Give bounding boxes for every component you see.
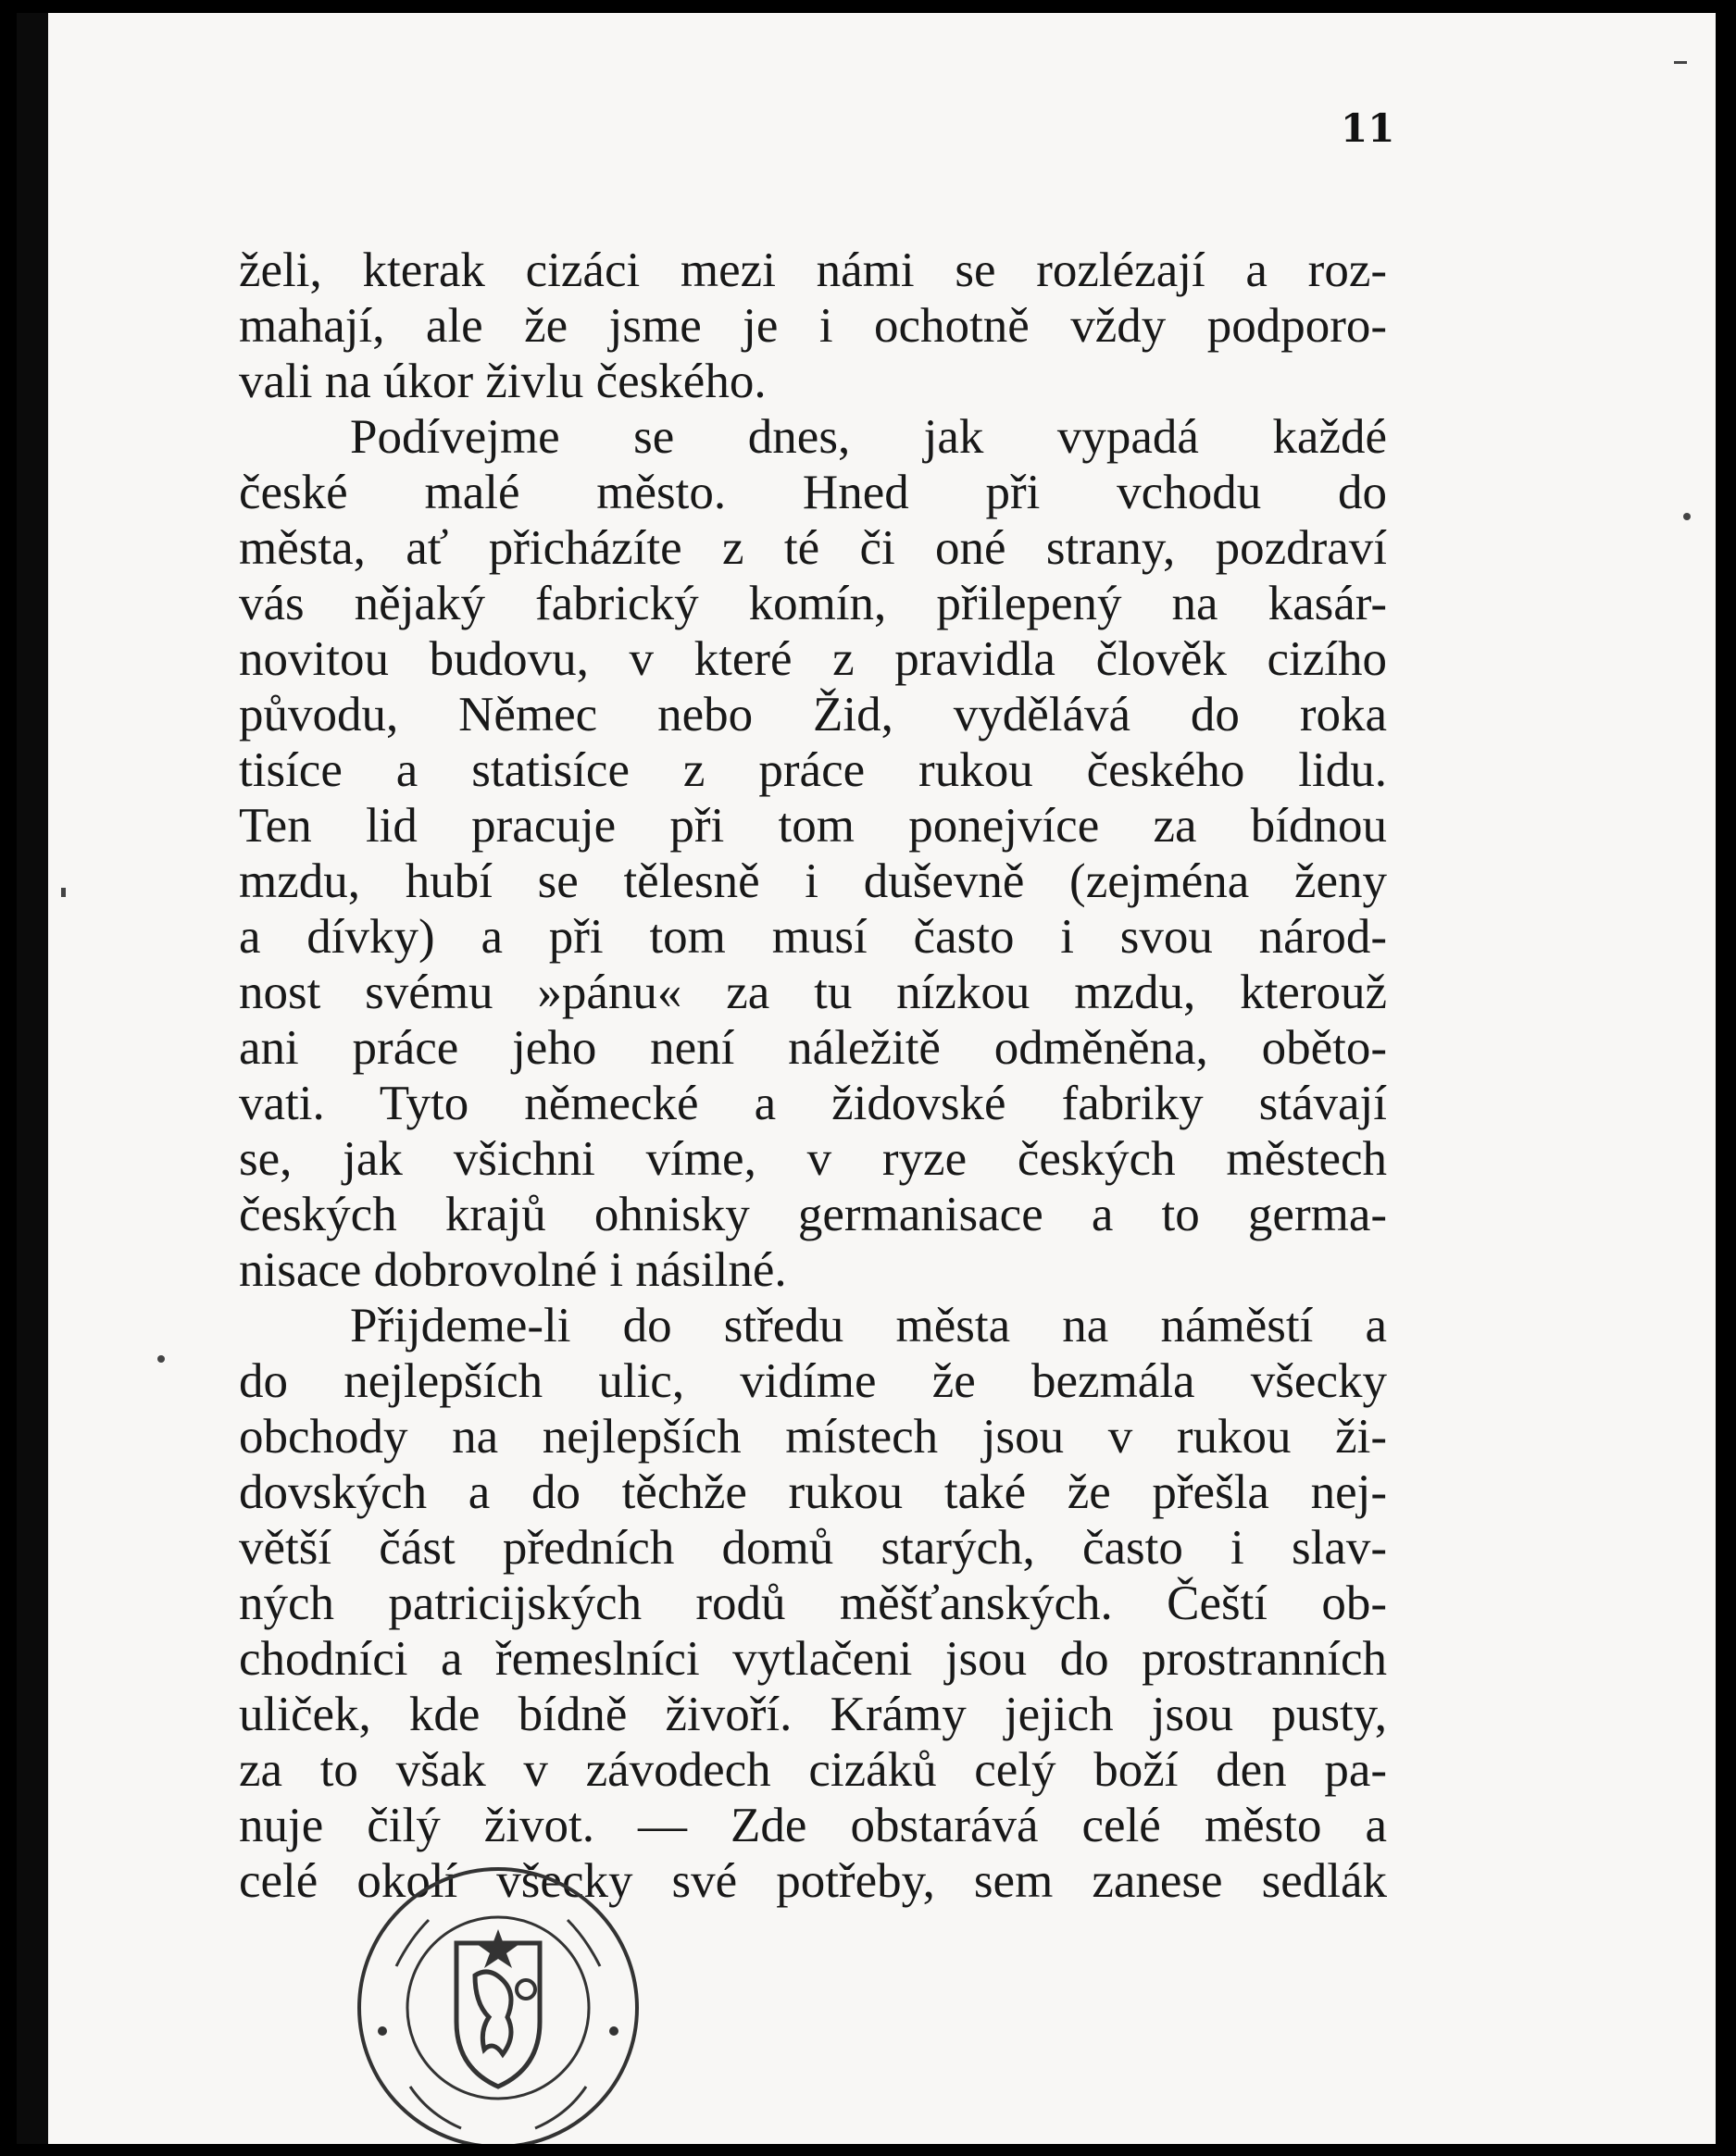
text-line: původu, Němec nebo Žid, vydělává do roka — [239, 688, 1387, 742]
text-line: dovských a do těchže rukou také že přešla nej- — [239, 1465, 1387, 1519]
text-line: tisíce a statisíce z práce rukou českého lidu. — [239, 743, 1387, 797]
text-line: nisace dobrovolné i násilné. — [239, 1243, 787, 1297]
text-line: chodníci a řemeslníci vytlačeni jsou do prostranních — [239, 1632, 1387, 1686]
scan-mark — [157, 1355, 165, 1363]
text-line: nuje čilý život. — Zde obstarává celé město a — [239, 1799, 1387, 1852]
text-line: a dívky) a při tom musí často i svou národ- — [239, 910, 1387, 964]
text-line: mzdu, hubí se tělesně i duševně (zejména ženy — [239, 854, 1387, 908]
text-line: české malé město. Hned při vchodu do — [239, 466, 1387, 519]
body-text — [239, 243, 1387, 1909]
scan-mark — [61, 888, 66, 897]
scan-mark — [1674, 61, 1687, 64]
library-stamp — [345, 1855, 651, 2144]
text-line: českých krajů ohnisky germanisace a to germa- — [239, 1188, 1387, 1241]
text-line: města, ať přicházíte z té či oné strany, pozdraví — [239, 521, 1387, 575]
text-line: obchody na nejlepších místech jsou v rukou ži- — [239, 1410, 1387, 1464]
text-line: za to však v závodech cizáků celý boží den pa- — [239, 1743, 1387, 1797]
text-line: vali na úkor živlu českého. — [239, 355, 767, 408]
text-line: větší část předních domů starých, často i slav- — [239, 1521, 1387, 1575]
page-number: 11 — [1341, 106, 1395, 151]
text-line: uliček, kde bídně živoří. Krámy jejich jsou pusty, — [239, 1688, 1387, 1741]
book-page — [17, 13, 1716, 2144]
text-line: vati. Tyto německé a židovské fabriky stávají — [239, 1077, 1387, 1130]
text-line: do nejlepších ulic, vidíme že bezmála všecky — [239, 1354, 1387, 1408]
text-line: Podívejme se dnes, jak vypadá každé — [350, 410, 1387, 464]
text-line: mahají, ale že jsme je i ochotně vždy podporo- — [239, 299, 1387, 353]
text-line: Ten lid pracuje při tom ponejvíce za bídnou — [239, 799, 1387, 853]
text-line: vás nějaký fabrický komín, přilepený na kasár- — [239, 577, 1387, 630]
text-line: želi, kterak cizáci mezi námi se rozlézají a roz- — [239, 243, 1387, 297]
binding-edge — [17, 13, 48, 2144]
scan-mark — [1683, 513, 1691, 520]
text-line: celé okolí všecky své potřeby, sem zanese sedlák — [239, 1854, 1387, 1908]
text-line: ných patricijských rodů měšťanských. Čeští ob- — [239, 1576, 1387, 1630]
text-line: Přijdeme-li do středu města na náměstí a — [350, 1299, 1387, 1352]
text-line: ani práce jeho není náležitě odměněna, oběto- — [239, 1021, 1387, 1075]
text-line: nost svému »pánu« za tu nízkou mzdu, kterouž — [239, 966, 1387, 1019]
text-line: se, jak všichni víme, v ryze českých městech — [239, 1132, 1387, 1186]
text-line: novitou budovu, v které z pravidla člověk cizího — [239, 632, 1387, 686]
